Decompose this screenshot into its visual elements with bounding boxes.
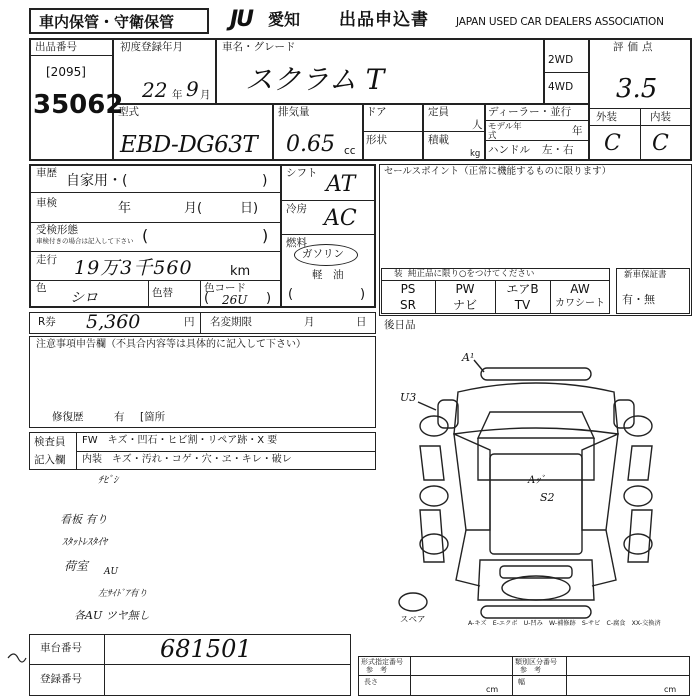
doors-label: ドア — [366, 106, 387, 118]
equipment-item: AW — [570, 282, 590, 296]
accept-label: 受検形態 — [36, 224, 78, 236]
warranty-label: 新車保証書 — [624, 270, 667, 280]
mileage-value: 19万3千560 — [74, 257, 193, 279]
form-number-label: 形式指定番号 — [361, 658, 403, 666]
repair-value: 有 — [114, 411, 125, 423]
note-chibi: ﾁﾋﾞｼ — [98, 475, 118, 486]
equipment-note: 純正品に限り○をつけてください — [408, 269, 535, 279]
diagram-legend: A-キズ E-エクボ U-凹み W-補修跡 S-サビ C-腐食 XX-交換済 — [468, 620, 661, 627]
load-unit: kg — [470, 149, 481, 159]
inspector-label-2: 記入欄 — [34, 454, 66, 466]
notice-label: 注意事項申告欄（不具合内容等は具体的に記入して下さい） — [36, 339, 306, 350]
note-studless: ｽﾀｯﾄﾚｽﾀｲﾔ — [62, 537, 107, 548]
lot-number: 35062 — [33, 90, 124, 120]
mileage-unit: km — [230, 264, 251, 279]
note-au: AU — [104, 567, 119, 577]
rear-items-label: 後日品 — [384, 319, 416, 331]
history-value: 自家用・( — [66, 173, 128, 189]
color-code-label: 色コード — [204, 282, 246, 294]
color-change-open: ( — [204, 291, 210, 306]
diagram-mark-s2: S2 — [540, 491, 555, 504]
history-label: 車歴 — [36, 167, 57, 179]
equipment-item: PW — [455, 282, 475, 296]
name-change-label: 名変期限 — [210, 316, 252, 328]
color-code-value: 26U — [222, 293, 248, 307]
fuel-gasoline: ガソリン — [302, 248, 344, 260]
note-cargo: 荷室 — [64, 559, 89, 573]
inspection-day: 日) — [240, 201, 259, 216]
accept-note: 車検付きの場合は記入して下さい — [36, 237, 134, 245]
inspection-month: 月( — [184, 201, 203, 216]
inspector-fw-line: FW キズ・凹石・ヒビ割・リペア跡・X 要 — [82, 435, 278, 446]
model-label: 型式 — [118, 106, 139, 118]
drive-4wd: 4WD — [548, 81, 574, 93]
equipment-item: エアB — [506, 282, 539, 296]
recycle-value: 5,360 — [86, 311, 141, 333]
sales-point-label: セールスポイント（正常に機能するものに限ります） — [384, 166, 612, 177]
cooling-value: AC — [324, 206, 357, 231]
diagram-mark-apiku: Aｯﾞ — [528, 475, 546, 486]
fuel-diesel: 軽 油 — [312, 269, 344, 281]
handle-options: 左・右 — [542, 144, 574, 156]
repair-place: [箇所 — [140, 411, 166, 423]
shift-label: シフト — [286, 167, 318, 179]
shift-value: AT — [326, 172, 356, 197]
model-year-label: モデル年式 — [488, 122, 522, 141]
form-number-sub: 参 考 — [366, 666, 387, 674]
repair-label: 修復歴 — [52, 411, 84, 423]
fuel-close: ) — [360, 287, 366, 302]
displacement-unit: cc — [344, 145, 356, 157]
registration-month: 9 — [186, 77, 199, 101]
equipment-item: SR — [400, 298, 416, 312]
name-change-day: 日 — [356, 316, 367, 328]
model-year-unit: 年 — [572, 125, 583, 137]
width-unit: cm — [664, 685, 677, 694]
displacement-label: 排気量 — [278, 106, 310, 118]
diagram-mark-u3: U3 — [400, 391, 417, 404]
dealer-import-label: ディーラー・並行 — [488, 106, 572, 118]
equipment-prefix: 装 — [394, 269, 403, 279]
displacement-value: 0.65 — [286, 132, 335, 157]
warranty-options: 有・無 — [622, 293, 655, 306]
rating-label: 評価点 — [613, 41, 657, 53]
inspection-label: 車検 — [36, 197, 57, 209]
equipment-item: TV — [514, 298, 531, 312]
handle-label: ハンドル — [488, 144, 530, 156]
lot-label: 出品番号 — [35, 41, 77, 53]
color-change-label: 色替 — [152, 287, 173, 299]
equipment-item: カワシート — [555, 298, 605, 309]
rating-exterior-value: C — [604, 131, 621, 156]
car-outline — [399, 360, 652, 618]
car-name-label: 車名・グレード — [222, 41, 296, 53]
doc-title: 出品申込書 — [339, 10, 429, 30]
rating-interior-label: 内装 — [650, 111, 671, 123]
accept-open: ( — [142, 226, 149, 245]
rating-interior-value: C — [652, 131, 669, 156]
length-label: 長さ — [364, 678, 378, 686]
title-box — [29, 8, 209, 34]
reg-number-label: 登録番号 — [40, 673, 82, 685]
chassis-value: 681501 — [160, 635, 252, 663]
rating-exterior-label: 外装 — [596, 111, 617, 123]
title-box-text: 車内保管・守衛保管 — [39, 13, 175, 31]
recycle-label: R券 — [38, 316, 56, 328]
inspection-year: 年 — [118, 201, 132, 216]
color-value: シロ — [70, 290, 98, 306]
fuel-label: 燃料 — [286, 237, 307, 249]
mileage-label: 走行 — [36, 254, 57, 266]
model-value: EBD-DG63T — [120, 132, 258, 158]
color-label: 色 — [36, 282, 47, 294]
recycle-box — [29, 312, 376, 334]
diagram-mark-a: A¹ — [462, 351, 475, 364]
class-number-sub: 参 考 — [520, 666, 541, 674]
corner-scribble — [6, 648, 28, 668]
rating-score: 3.5 — [616, 74, 658, 104]
logo-org-name: 愛知 — [268, 10, 301, 29]
inspector-label-1: 検査員 — [34, 436, 66, 448]
cooling-label: 冷房 — [286, 203, 307, 215]
car-name-value: スクラム T — [245, 63, 385, 96]
capacity-label: 定員 — [428, 106, 449, 118]
fuel-open: ( — [288, 287, 294, 302]
accept-close: ) — [262, 226, 269, 245]
spare-tire — [399, 593, 427, 611]
color-change-close: ) — [266, 291, 272, 306]
equipment-item: ナビ — [452, 298, 477, 312]
drive-2wd: 2WD — [548, 54, 574, 66]
equipment-item: PS — [400, 282, 416, 296]
registration-year-unit: 年 — [172, 89, 183, 101]
capacity-unit: 人 — [472, 119, 483, 131]
recycle-unit: 円 — [184, 316, 195, 328]
note-left-side: 左ｻｲﾄﾞｱ有り — [98, 589, 148, 599]
shape-label: 形状 — [366, 134, 387, 146]
registration-year: 22 — [142, 78, 168, 102]
length-unit: cm — [486, 685, 499, 694]
load-label: 積載 — [428, 134, 449, 146]
registration-month-unit: 月 — [200, 89, 211, 101]
ju-logo-text: JU — [230, 7, 253, 32]
width-label: 幅 — [518, 678, 525, 686]
name-change-month: 月 — [304, 316, 315, 328]
chassis-label: 車台番号 — [40, 642, 82, 654]
registration-label: 初度登録年月 — [120, 41, 183, 53]
lot-small-number: [2095] — [46, 65, 86, 79]
history-close: ) — [262, 173, 268, 189]
diagram-spare-label: スペア — [400, 615, 426, 625]
inspector-interior-line: 内装 キズ・汚れ・コゲ・穴・ヱ・キレ・破レ — [82, 454, 292, 465]
association-name: JAPAN USED CAR DEALERS ASSOCIATION — [456, 16, 664, 28]
note-signboard: 看板 有り — [60, 513, 108, 526]
class-number-label: 類別区分番号 — [515, 658, 557, 666]
note-gloss: 各AU ツヤ無し — [74, 609, 150, 622]
